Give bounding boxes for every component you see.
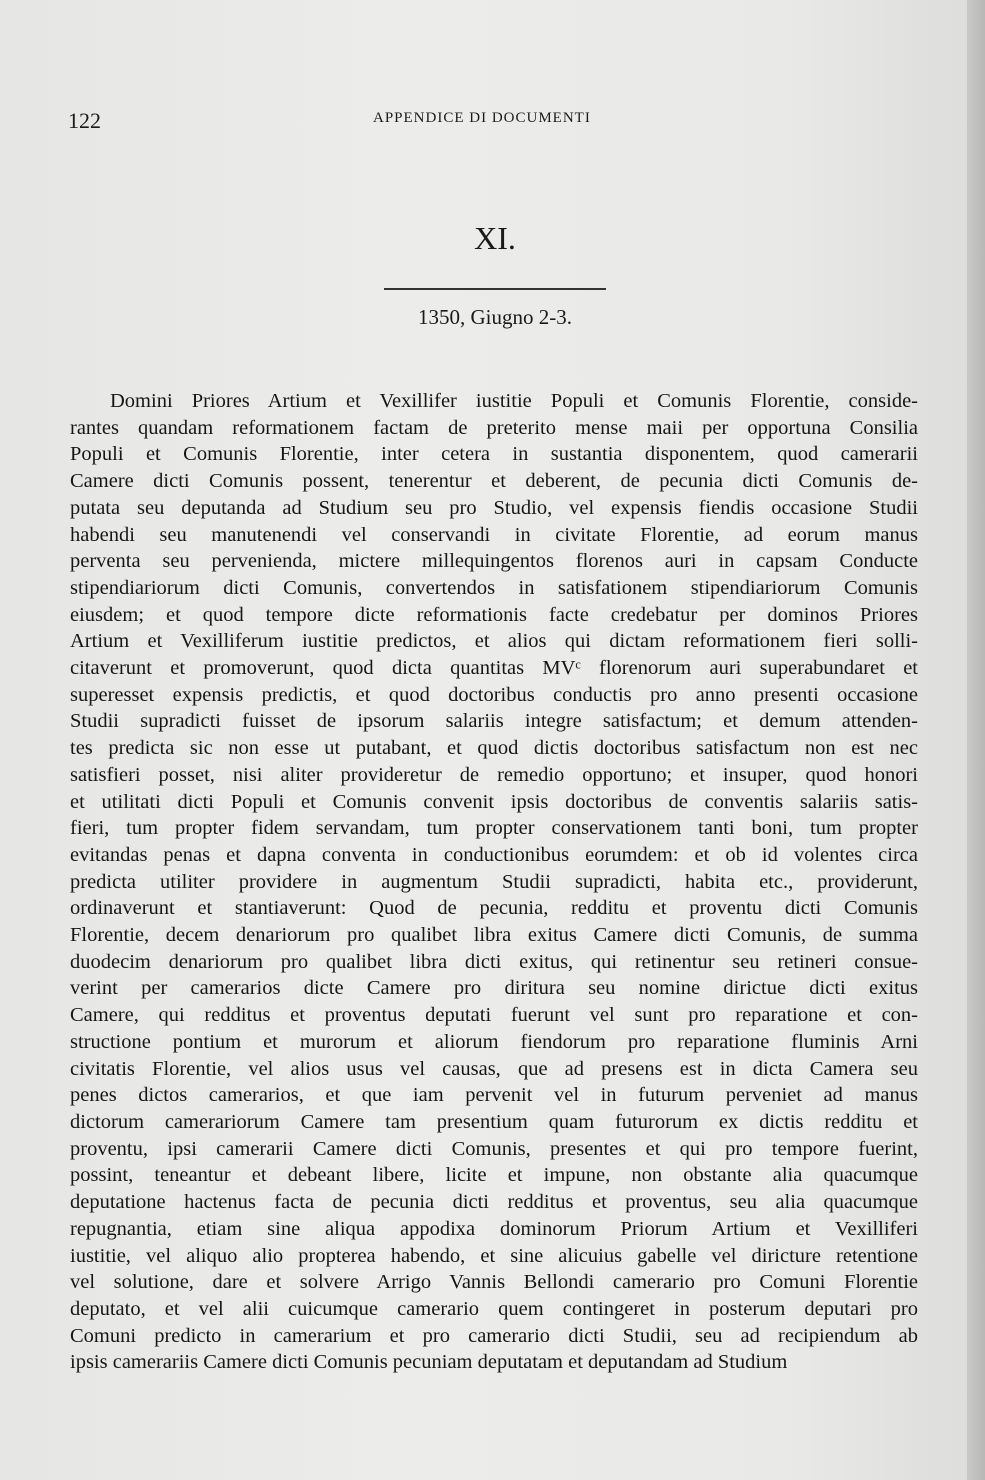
text-line: ipsis camerariis Camere dicti Comunis pecuniam deputatam et deputandam ad Studium — [70, 1351, 788, 1374]
text-line: penes dictos camerarios, et que iam pervenit vel in futurum perveniet ad manus — [70, 1084, 918, 1107]
page-header — [68, 106, 628, 136]
text-line: Comuni predicto in camerarium et pro camerario dicti Studii, seu ad recipiendum ab — [70, 1324, 918, 1347]
text-line: Camere dicti Comunis possent, tenerentur et deberent, de pecunia dicti Comunis de- — [70, 470, 918, 493]
text-line: superesset expensis predictis, et quod doctoribus conductis pro anno presenti occasione — [70, 683, 918, 706]
text-line: evitandas penas et dapna conventa in conductionibus eorumdem: et ob id volentes circa — [70, 843, 918, 866]
text-line: duodecim denariorum pro qualibet libra dicti exitus, qui retinentur seu retineri consue- — [70, 950, 918, 973]
text-line: Camere, qui redditus et proventus deputati fuerunt vel sunt pro reparatione et con- — [70, 1004, 918, 1027]
page-number: 122 — [68, 108, 101, 133]
text-line: et utilitati dicti Populi et Comunis convenit ipsis doctoribus de conventis salariis satis- — [70, 790, 918, 813]
text-line: predicta utiliter providere in augmentum Studii supradicti, habita etc., providerunt, — [70, 870, 918, 893]
text-line: fieri, tum propter fidem servandam, tum propter conservationem tanti boni, tum propter — [70, 817, 918, 840]
text-line: Florentie, decem denariorum pro qualibet libra exitus Camere dicti Comunis, de summa — [70, 924, 918, 947]
text-line: perventa seu pervenienda, mictere millequingentos florenos auri in capsam Conducte — [70, 550, 918, 573]
text-line: tes predicta sic non esse ut putabant, et quod dictis doctoribus satisfactum non est nec — [70, 737, 918, 760]
text-line: rantes quandam reformationem factam de preterito mense maii per opportuna Consilia — [70, 416, 918, 439]
text-line: structione pontium et murorum et aliorum fiendorum pro reparatione fluminis Arni — [70, 1030, 918, 1053]
text-line: Studii supradicti fuisset de ipsorum salariis integre satisfactum; et demum attenden- — [70, 710, 918, 733]
page-edge — [967, 0, 985, 1480]
text-line: satisfieri posset, nisi aliter provideretur de remedio opportuno; et insuper, quod honori — [70, 763, 918, 786]
text-line: citaverunt et promoverunt, quod dicta quantitas MVᶜ florenorum auri superabundaret et — [70, 657, 918, 680]
text-line: vel solutione, dare et solvere Arrigo Vannis Bellondi camerario pro Comuni Florentie — [70, 1271, 918, 1294]
text-line: deputatione hactenus facta de pecunia dicti redditus et proventus, seu alia quacumque — [70, 1191, 918, 1214]
document-number: XI. — [474, 220, 516, 256]
text-line: dictorum camerariorum Camere tam presentium quam futurorum ex dictis redditu et — [70, 1110, 918, 1133]
text-line: Populi et Comunis Florentie, inter cetera in sustantia disponentem, quod camerarii — [70, 443, 918, 466]
text-line: eiusdem; et quod tempore dicte reformationis facte credebatur per dominos Priores — [70, 603, 918, 626]
running-title: APPENDICE DI DOCUMENTI — [373, 110, 591, 126]
text-line: possint, teneantur et debeant libere, licite et impune, non obstante alia quacumque — [70, 1164, 918, 1187]
text-line: Domini Priores Artium et Vexillifer iustitie Populi et Comunis Florentie, conside- — [110, 390, 918, 412]
section-rule — [384, 288, 606, 290]
text-line: Artium et Vexilliferum iustitie predictos, et alios qui dictam reformationem fieri solli- — [70, 630, 918, 653]
body-text — [70, 388, 918, 1376]
text-line: stipendiariorum dicti Comunis, convertendos in satisfationem stipendiariorum Comunis — [70, 576, 918, 599]
text-line: proventu, ipsi camerarii Camere dicti Comunis, presentes et qui pro tempore fuerint, — [70, 1137, 918, 1160]
text-line: deputato, et vel alii cuicumque camerario quem contingeret in posterum deputari pro — [70, 1297, 918, 1320]
document-date: 1350, Giugno 2-3. — [418, 305, 572, 329]
text-line: verint per camerarios dicte Camere pro diritura seu nomine dirictue dicti exitus — [70, 977, 918, 1000]
text-line: iustitie, vel aliquo alio propterea habendo, et sine alicuius gabelle vel diricture retentione — [70, 1244, 918, 1267]
text-line: habendi seu manutenendi vel conservandi in civitate Florentie, ad eorum manus — [70, 523, 918, 546]
text-line: putata seu deputanda ad Studium seu pro Studio, vel expensis fiendis occasione Studii — [70, 496, 918, 519]
text-line: civitatis Florentie, vel alios usus vel causas, que ad presens est in dicta Camera seu — [70, 1057, 918, 1080]
text-line: repugnantia, etiam sine aliqua appodixa dominorum Priorum Artium et Vexilliferi — [70, 1217, 918, 1240]
text-line: ordinaverunt et stantiaverunt: Quod de pecunia, redditu et proventu dicti Comunis — [70, 897, 918, 920]
